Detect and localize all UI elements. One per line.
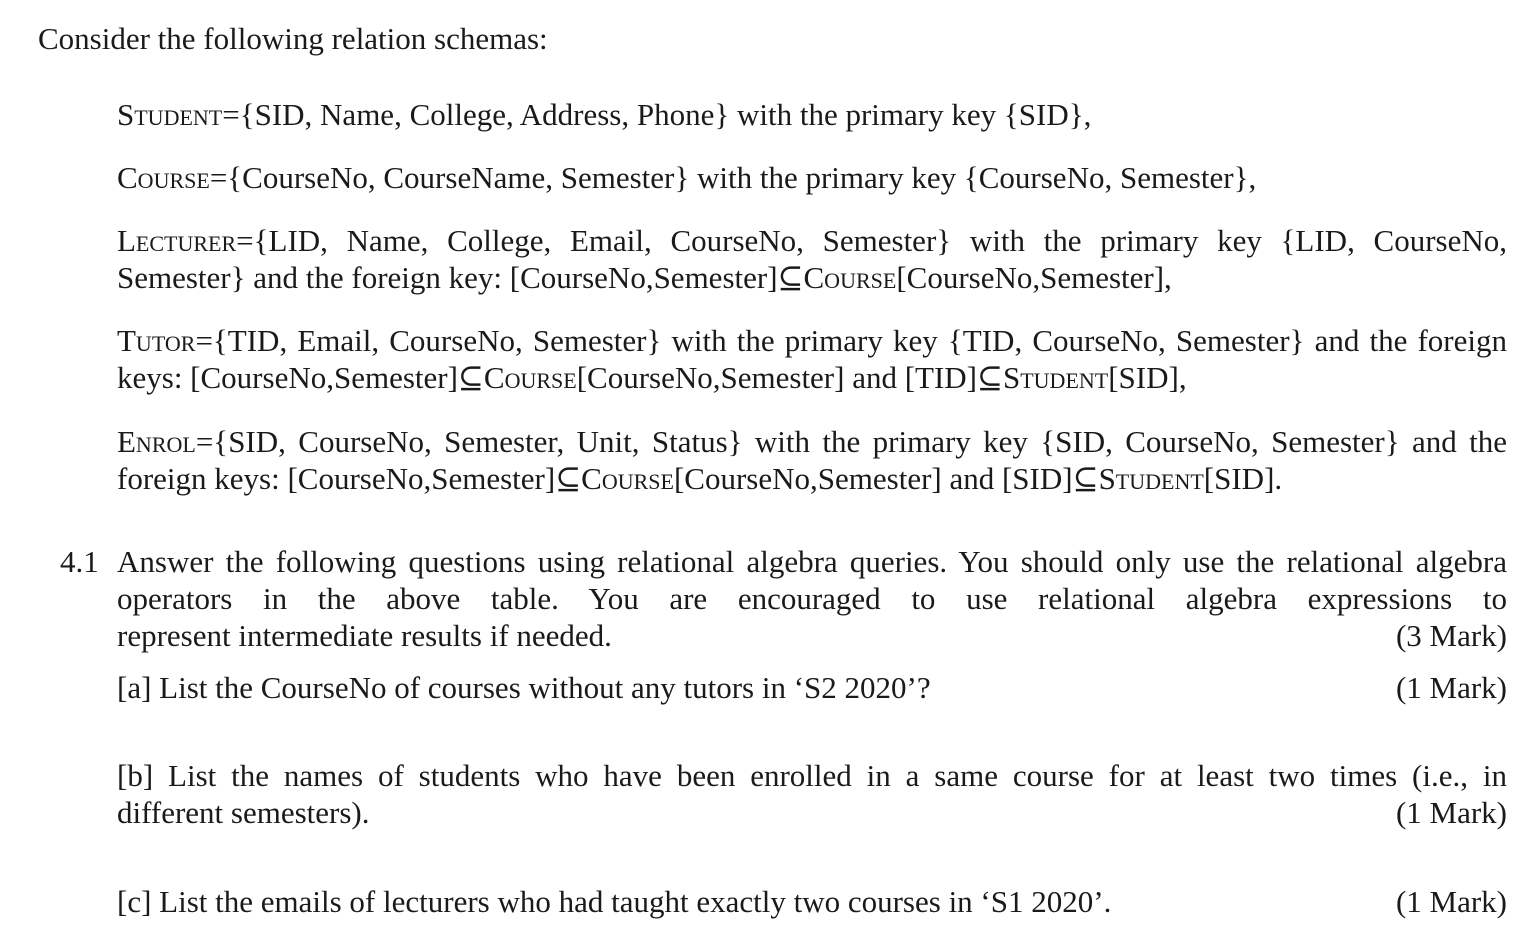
part-b-text-main: [b] List the names of students who have been enrolled in a same course for at least two times (i.e., in <box>117 758 1507 793</box>
schema-body: ={LID, Name, College, Email, CourseNo, Semester} with the primary key {LID, CourseNo, Semester} and the foreign key: [CourseNo,Semester]⊆ <box>117 223 1507 295</box>
question-mark: (3 Mark) <box>1395 618 1507 653</box>
schema-body: [SID]. <box>1203 461 1283 496</box>
part-b-text-last: different semesters). <box>117 795 370 830</box>
foreign-ref: Course <box>581 461 674 496</box>
schema-tutor <box>117 322 1507 396</box>
foreign-ref: Student <box>1098 461 1204 496</box>
foreign-ref: Course <box>803 260 897 295</box>
relation-name: Enrol <box>117 424 196 459</box>
schema-body: ={TID, Email, CourseNo, Semester} with the primary key {TID, CourseNo, Semester} and the foreign keys: [CourseNo,Semester]⊆ <box>117 323 1507 395</box>
question-last-line <box>117 617 1507 654</box>
part-b-last-line <box>117 794 1507 831</box>
part-b-mark: (1 Mark) <box>1395 795 1507 830</box>
part-b <box>117 757 1507 831</box>
question-text-main: Answer the following questions using relational algebra queries. You should only use the relational algebra operators in the above table. You are encouraged to use relational algebra expressions to <box>117 544 1507 616</box>
question-text-last: represent intermediate results if needed. <box>117 618 612 653</box>
question-text <box>117 543 1507 654</box>
schema-enrol <box>117 423 1507 497</box>
part-c-mark: (1 Mark) <box>1395 884 1507 919</box>
schema-body: [SID], <box>1108 360 1187 395</box>
part-a <box>117 669 1507 706</box>
schema-body: [CourseNo,Semester], <box>896 260 1172 295</box>
relation-name: Course <box>117 160 210 195</box>
part-a-mark: (1 Mark) <box>1395 670 1507 705</box>
schema-student <box>117 96 1507 133</box>
foreign-ref: Course <box>483 360 577 395</box>
schema-body: [CourseNo,Semester] and [TID]⊆ <box>576 360 1003 395</box>
question-number: 4.1 <box>60 544 99 579</box>
schema-body: ={SID, Name, College, Address, Phone} with the primary key {SID}, <box>222 97 1092 132</box>
intro-text: Consider the following relation schemas: <box>38 21 548 56</box>
part-c-text: [c] List the emails of lecturers who had taught exactly two courses in ‘S1 2020’. <box>117 884 1112 919</box>
part-a-text: [a] List the CourseNo of courses without any tutors in ‘S2 2020’? <box>117 670 931 705</box>
schema-body: [CourseNo,Semester] and [SID]⊆ <box>673 461 1099 496</box>
foreign-ref: Student <box>1002 360 1109 395</box>
relation-name: Student <box>117 97 223 132</box>
schema-course <box>117 159 1507 196</box>
schema-body: ={CourseNo, CourseName, Semester} with the primary key {CourseNo, Semester}, <box>209 160 1257 195</box>
schema-body: ={SID, CourseNo, Semester, Unit, Status} with the primary key {SID, CourseNo, Semester} and the foreign keys: [CourseNo,Semester]⊆ <box>117 424 1507 496</box>
relation-name: Tutor <box>117 323 196 358</box>
schema-lecturer <box>117 222 1507 296</box>
part-c <box>117 883 1507 920</box>
relation-name: Lecturer <box>117 223 237 258</box>
